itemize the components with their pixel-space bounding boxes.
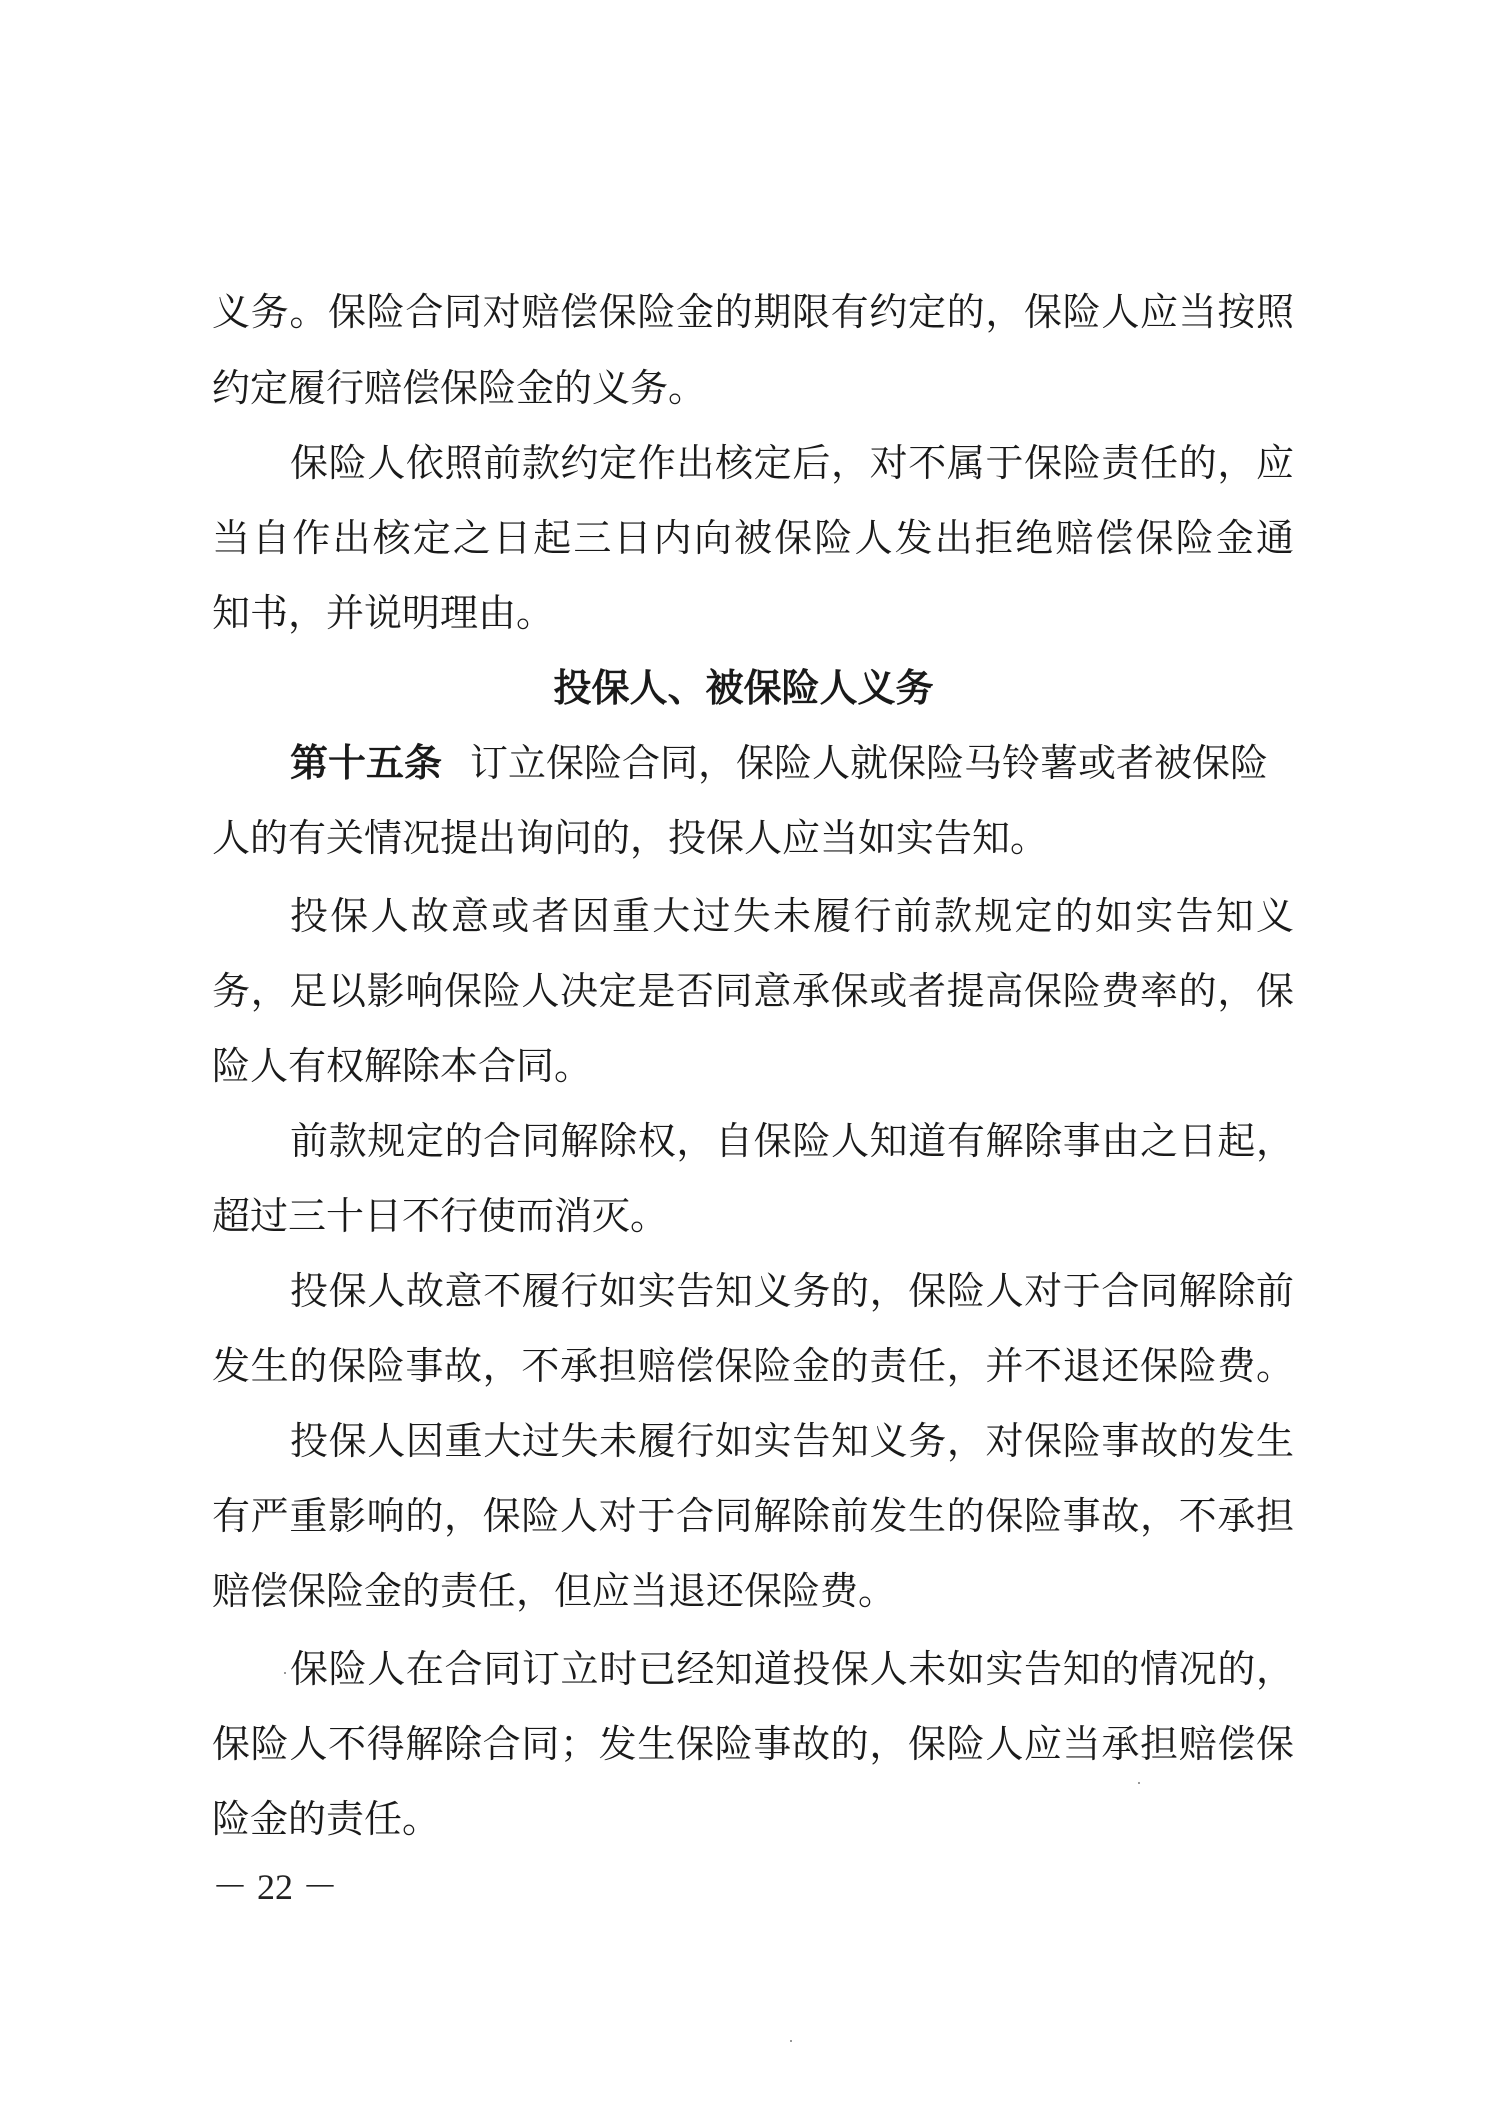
text-line: 有严重影响的，保险人对于合同解除前发生的保险事故，不承担 bbox=[212, 1494, 1294, 1538]
text-line: 义务。保险合同对赔偿保险金的期限有约定的，保险人应当按照 bbox=[212, 290, 1294, 334]
text-line: 赔偿保险金的责任，但应当退还保险费。 bbox=[212, 1569, 897, 1613]
scan-speck bbox=[1138, 1782, 1140, 1784]
paragraph-first-line: 投保人故意不履行如实告知义务的，保险人对于合同解除前 bbox=[290, 1269, 1294, 1313]
text-line: 人的有关情况提出询问的，投保人应当如实告知。 bbox=[212, 816, 1049, 860]
paragraph-first-line: 投保人因重大过失未履行如实告知义务，对保险事故的发生 bbox=[290, 1419, 1294, 1463]
text-line: 险金的责任。 bbox=[212, 1797, 441, 1841]
text-line: 保险人不得解除合同；发生保险事故的，保险人应当承担赔偿保 bbox=[212, 1722, 1294, 1766]
paragraph-first-line: 投保人故意或者因重大过失未履行前款规定的如实告知义 bbox=[290, 894, 1294, 938]
article-text: 订立保险合同，保险人就保险马铃薯或者被保险 bbox=[470, 741, 1269, 785]
page-number: － 22 － bbox=[212, 1867, 339, 1907]
paragraph-first-line: 保险人在合同订立时已经知道投保人未如实告知的情况的， bbox=[290, 1647, 1294, 1691]
scan-speck bbox=[790, 2040, 792, 2042]
text-line: 当自作出核定之日起三日内向被保险人发出拒绝赔偿保险金通 bbox=[212, 516, 1294, 560]
text-line: 务，足以影响保险人决定是否同意承保或者提高保险费率的，保 bbox=[212, 969, 1294, 1013]
paragraph-first-line: 保险人依照前款约定作出核定后，对不属于保险责任的，应 bbox=[290, 441, 1294, 485]
text-line: 险人有权解除本合同。 bbox=[212, 1044, 593, 1088]
article-first-line bbox=[290, 733, 1294, 793]
paragraph-first-line: 前款规定的合同解除权，自保险人知道有解除事由之日起， bbox=[290, 1119, 1294, 1163]
text-line: 知书，并说明理由。 bbox=[212, 591, 555, 635]
text-line: 约定履行赔偿保险金的义务。 bbox=[212, 366, 707, 410]
article-label: 第十五条 bbox=[290, 741, 443, 785]
section-heading: 投保人、被保险人义务 bbox=[553, 666, 934, 710]
scan-speck bbox=[284, 1672, 286, 1674]
text-line: 发生的保险事故，不承担赔偿保险金的责任，并不退还保险费。 bbox=[212, 1344, 1294, 1388]
text-line: 超过三十日不行使而消灭。 bbox=[212, 1194, 669, 1238]
